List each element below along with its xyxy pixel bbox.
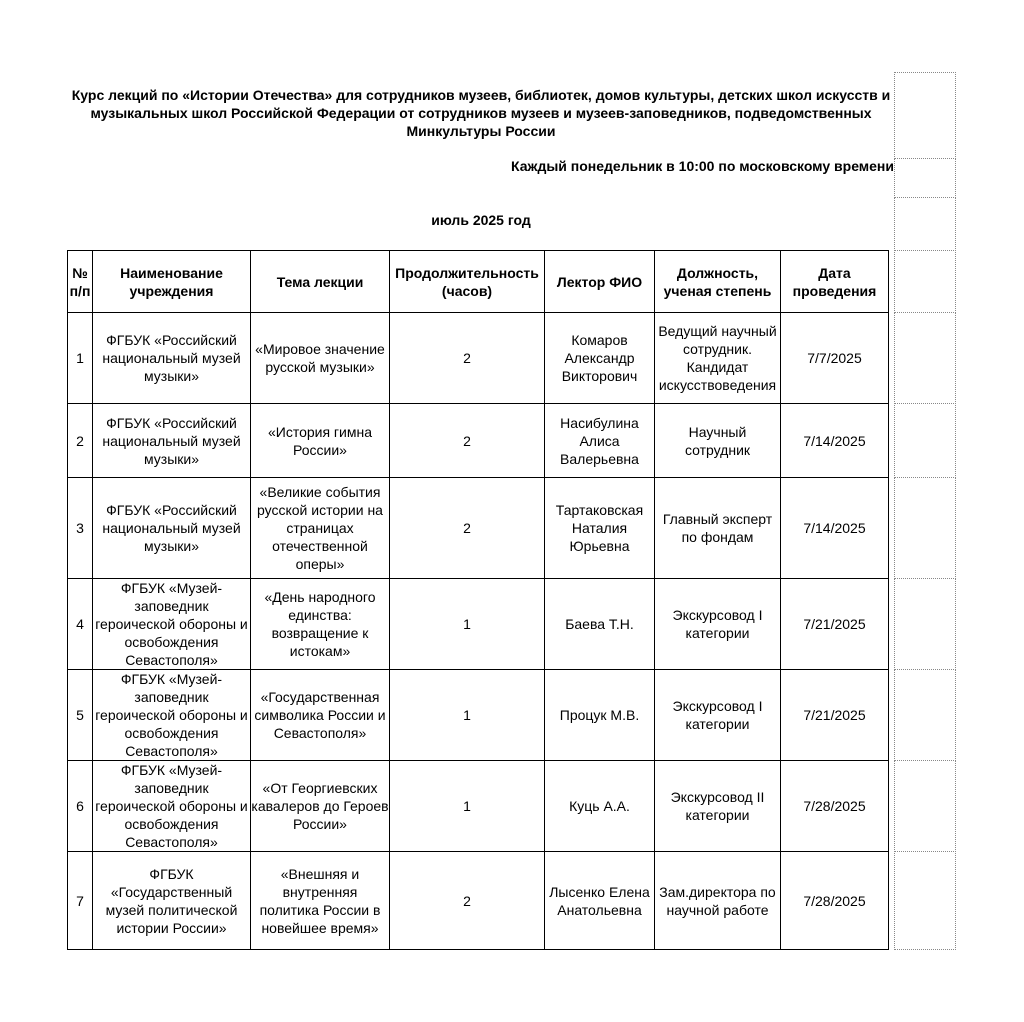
table-row [68,852,889,950]
row-position: Зам.директора по научной работе [655,852,781,950]
row-duration: 2 [390,313,545,404]
row-position: Экскурсовод I категории [655,670,781,761]
row-num: 6 [68,761,93,852]
row-num: 4 [68,579,93,670]
row-duration: 1 [390,579,545,670]
spare-cell [894,578,956,670]
row-date: 7/14/2025 [781,404,889,478]
column-header-topic: Тема лекции [251,251,390,313]
column-header-duration: Продолжительность (часов) [390,251,545,313]
row-lecturer: Баева Т.Н. [545,579,655,670]
row-date: 7/21/2025 [781,670,889,761]
row-org: ФГБУК «Музей-заповедник героической обороны и освобождения Севастополя» [93,579,251,670]
row-num: 5 [68,670,93,761]
row-topic: «Внешняя и внутренняя политика России в новейшее время» [251,852,390,950]
row-topic: «Мировое значение русской музыки» [251,313,390,404]
row-num: 1 [68,313,93,404]
row-lecturer: Куць А.А. [545,761,655,852]
lectures-table [67,250,889,950]
row-position: Главный эксперт по фондам [655,478,781,579]
document-title: Курс лекций по «Истории Отечества» для сотрудников музеев, библиотек, домов культуры, детских школ искусств и музыкальных школ Российской Федерации от сотрудников музеев и музеев-заповедников, подведомственных Минкультуры России [71,87,891,139]
table-row [68,579,889,670]
table-row [68,670,889,761]
row-position: Экскурсовод I категории [655,579,781,670]
spare-cell [894,197,956,251]
month-label: июль 2025 год [431,212,531,228]
column-header-position: Должность, ученая степень [655,251,781,313]
row-org: ФГБУК «Музей-заповедник героической обороны и освобождения Севастополя» [93,761,251,852]
row-topic: «Великие события русской истории на страницах отечественной оперы» [251,478,390,579]
row-topic: «История гимна России» [251,404,390,478]
row-position: Экскурсовод II категории [655,761,781,852]
spare-cell [894,669,956,761]
row-org: ФГБУК «Российский национальный музей музыки» [93,313,251,404]
column-header-lecturer: Лектор ФИО [545,251,655,313]
row-lecturer: Процук М.В. [545,670,655,761]
row-duration: 1 [390,761,545,852]
row-lecturer: Комаров Александр Викторович [545,313,655,404]
spare-cell [894,312,956,404]
row-date: 7/28/2025 [781,761,889,852]
row-topic: «День народного единства: возвращение к истокам» [251,579,390,670]
row-org: ФГБУК «Государственный музей политической истории России» [93,852,251,950]
row-duration: 1 [390,670,545,761]
row-duration: 2 [390,478,545,579]
table-row [68,404,889,478]
row-topic: «От Георгиевских кавалеров до Героев России» [251,761,390,852]
row-num: 3 [68,478,93,579]
table-header-row [68,251,889,313]
column-header-num: № п/п [68,251,93,313]
row-date: 7/21/2025 [781,579,889,670]
spare-cell [894,250,956,313]
table-row [68,478,889,579]
row-date: 7/28/2025 [781,852,889,950]
column-header-date: Дата проведения [781,251,889,313]
row-lecturer: Тартаковская Наталия Юрьевна [545,478,655,579]
row-date: 7/14/2025 [781,478,889,579]
spare-cell [894,72,956,159]
spare-cell [894,851,956,950]
spare-cell [894,760,956,852]
row-num: 2 [68,404,93,478]
row-date: 7/7/2025 [781,313,889,404]
row-org: ФГБУК «Российский национальный музей музыки» [93,478,251,579]
row-topic: «Государственная символика России и Севастополя» [251,670,390,761]
spare-cell [894,403,956,478]
row-org: ФГБУК «Музей-заповедник героической обороны и освобождения Севастополя» [93,670,251,761]
row-lecturer: Лысенко Елена Анатольевна [545,852,655,950]
row-position: Ведущий научный сотрудник. Кандидат искусствоведения [655,313,781,404]
row-num: 7 [68,852,93,950]
table-row [68,761,889,852]
table-row [68,313,889,404]
row-position: Научный сотрудник [655,404,781,478]
row-duration: 2 [390,404,545,478]
row-org: ФГБУК «Российский национальный музей музыки» [93,404,251,478]
spare-cell [894,477,956,579]
row-duration: 2 [390,852,545,950]
column-header-org: Наименование учреждения [93,251,251,313]
row-lecturer: Насибулина Алиса Валерьевна [545,404,655,478]
spare-cell [894,158,956,198]
schedule-note: Каждый понедельник в 10:00 по московскому времени [511,158,894,174]
